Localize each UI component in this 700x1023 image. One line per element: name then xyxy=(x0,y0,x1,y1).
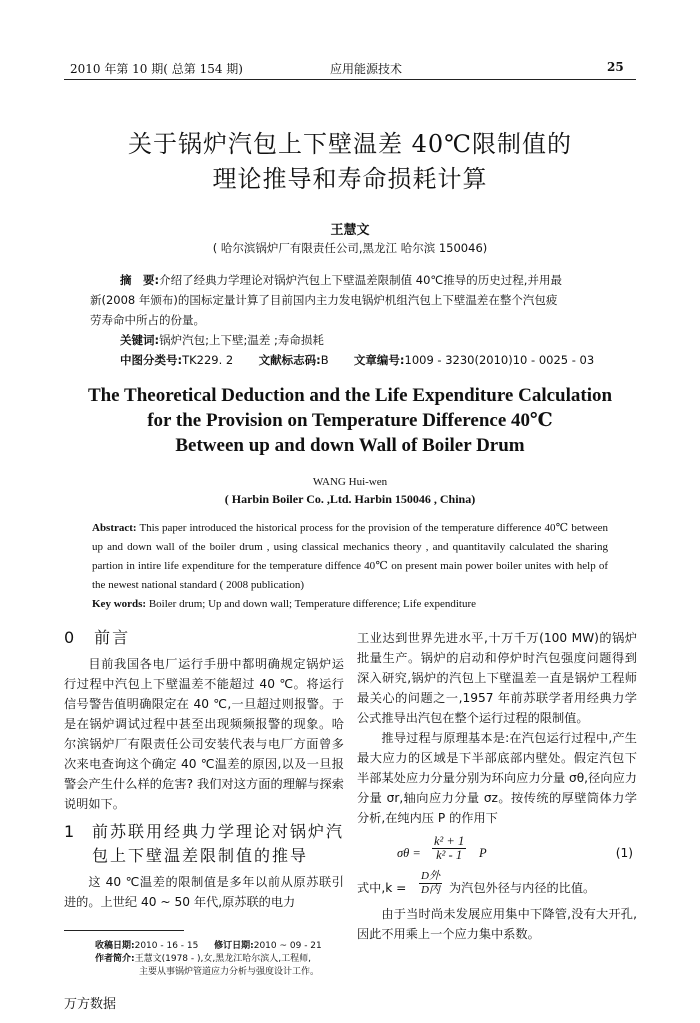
section-1-heading xyxy=(64,820,344,868)
received-date: 2010 - 16 - 15 xyxy=(134,941,199,951)
abstract-en-label: Abstract: xyxy=(92,522,137,534)
author-bio-line2: 主要从事锅炉管道应力分析与强度设计工作。 xyxy=(139,967,320,977)
where-fraction xyxy=(419,870,442,897)
equation-fraction xyxy=(432,835,466,862)
section-1-number: 1 xyxy=(64,822,77,841)
equation-1 xyxy=(357,832,637,870)
where-prefix: 式中,k = xyxy=(357,881,407,895)
header-rule xyxy=(64,79,636,80)
received-label: 收稿日期: xyxy=(95,941,135,951)
left-column xyxy=(64,626,344,912)
clc-number: TK229. 2 xyxy=(182,353,234,367)
footnote xyxy=(95,940,345,979)
section-1-title xyxy=(92,820,344,868)
author-en: WANG Hui-wen xyxy=(312,476,388,488)
abstract-cn-line2: 新(2008 年颁布)的国标定量计算了目前国内主力发电锅炉机组汽包上下壁温差在整个汽包疲 xyxy=(90,293,558,307)
keywords-en-text: Boiler drum; Up and down wall; Temperature difference; Life expenditure xyxy=(148,598,477,610)
where-denominator: D内 xyxy=(421,884,440,896)
author-bio-line1: 王慧文(1978 - ),女,黑龙江哈尔滨人,工程师, xyxy=(134,954,311,964)
affiliation-cn: ( 哈尔滨锅炉厂有限责任公司,黑龙江 哈尔滨 150046) xyxy=(212,241,488,255)
page-number: 25 xyxy=(607,60,624,74)
right-paragraph-3: 由于当时尚未发展应用集中下降管,没有大开孔,因此不用乘上一个应力集中系数。 xyxy=(357,907,637,941)
where-clause xyxy=(357,870,637,904)
section-1-paragraph: 这 40 ℃温差的限制值是多年以前从原苏联引进的。上世纪 40 ~ 50 年代,原苏联的电力 xyxy=(64,875,344,909)
author-cn: 王慧文 xyxy=(330,223,370,238)
abstract-cn-line1: 介绍了经典力学理论对锅炉汽包上下壁温差限制值 40℃推导的历史过程,并用最 xyxy=(159,273,562,287)
right-column xyxy=(357,628,637,944)
watermark: 万方数据 xyxy=(64,997,117,1012)
running-header-journal: 应用能源技术 xyxy=(330,62,403,76)
article-no: 1009 - 3230(2010)10 - 0025 - 03 xyxy=(404,353,595,367)
affiliation-en: ( Harbin Boiler Co. ,Ltd. Harbin 150046 , China) xyxy=(224,492,476,506)
author-bio-label: 作者简介: xyxy=(95,954,135,964)
abstract-en xyxy=(92,519,608,614)
equation-denominator: k² - 1 xyxy=(436,848,463,862)
clc-label: 中图分类号: xyxy=(120,353,183,367)
equation-numerator: k² + 1 xyxy=(434,834,465,848)
equation-lhs: σθ = xyxy=(397,846,421,860)
title-cn-line2: 理论推导和寿命损耗计算 xyxy=(212,165,488,193)
abstract-en-text: This paper introduced the historical process for the provision of the temperature difference 40℃ between up and down wall of the boiler drum , using classical mechanics theory , and quantitavily calculated the sharing partion in intire life expenditure for the temperature diffence 40℃ on present main power boiler unites with help of the newest national standard ( 2008 publication) xyxy=(92,522,608,591)
title-cn-line1: 关于锅炉汽包上下壁温差 40℃限制值的 xyxy=(127,130,572,158)
where-numerator: D外 xyxy=(421,870,440,882)
equation-number: (1) xyxy=(615,846,633,860)
title-en-line1: The Theoretical Deduction and the Life Expenditure Calculation xyxy=(87,385,613,406)
doc-code: B xyxy=(320,353,329,367)
title-en-line2: for the Provision on Temperature Difference 40℃ xyxy=(147,410,553,431)
right-paragraph-1: 工业达到世界先进水平,十万千万(100 MW)的锅炉批量生产。锅炉的启动和停炉时汽包强度问题得到深入研究,锅炉的汽包上下壁温差一直是锅炉工程师最关心的问题之一,1957 年前苏联学者用经典力学公式推导出汽包在整个运行过程的限制值。 xyxy=(357,631,637,725)
classification-line xyxy=(120,350,640,370)
section-1-title-line2: 包上下壁温差限制值的推导 xyxy=(92,846,309,865)
keywords-cn xyxy=(120,330,324,350)
running-header-issue: 2010 年第 10 期( 总第 154 期) xyxy=(70,62,243,76)
abstract-cn xyxy=(120,270,620,290)
keywords-cn-text: 锅炉汽包;上下壁;温差 ;寿命损耗 xyxy=(159,333,324,347)
article-no-label: 文章编号: xyxy=(353,353,405,367)
keywords-en-label: Key words: xyxy=(92,598,147,610)
abstract-cn-label: 摘 要: xyxy=(120,273,160,287)
revised-label: 修订日期: xyxy=(214,941,254,951)
section-0-heading: 0 前言 xyxy=(64,628,131,647)
revised-date: 2010 ~ 09 - 21 xyxy=(253,941,322,951)
where-text: 为汽包外径与内径的比值。 xyxy=(449,881,596,895)
equation-rhs: P xyxy=(479,846,487,860)
keywords-cn-label: 关键词: xyxy=(120,333,160,347)
section-1-title-line1: 前苏联用经典力学理论对锅炉汽 xyxy=(92,822,345,841)
footnote-rule xyxy=(64,930,184,931)
doc-code-label: 文献标志码: xyxy=(258,353,321,367)
abstract-cn-line3: 劳寿命中所占的份量。 xyxy=(90,313,205,327)
title-en-line3: Between up and down Wall of Boiler Drum xyxy=(175,435,525,456)
intro-paragraph: 目前我国各电厂运行手册中都明确规定锅炉运行过程中汽包上下壁温差不能超过 40 ℃。将运行信号警告值明确限定在 40 ℃,一旦超过则报警。于是在锅炉调试过程中甚至出现频频报警的现象。哈尔滨锅炉厂有限责任公司安装代表与电厂方面曾多次来电查询这个确定 40 ℃温差的原因,以及一旦报警会产生什么样的危害? 我们对这方面的理解与探索说明如下。 xyxy=(64,657,344,811)
right-paragraph-2: 推导过程与原理基本是:在汽包运行过程中,产生最大应力的区域是下半部底部内壁处。假定汽包下半部某处应力分量分别为环向应力分量 σθ,径向应力分量 σr,轴向应力分量 σz。按传统的厚壁筒体力学分析,在纯内压 P 的作用下 xyxy=(357,731,637,825)
